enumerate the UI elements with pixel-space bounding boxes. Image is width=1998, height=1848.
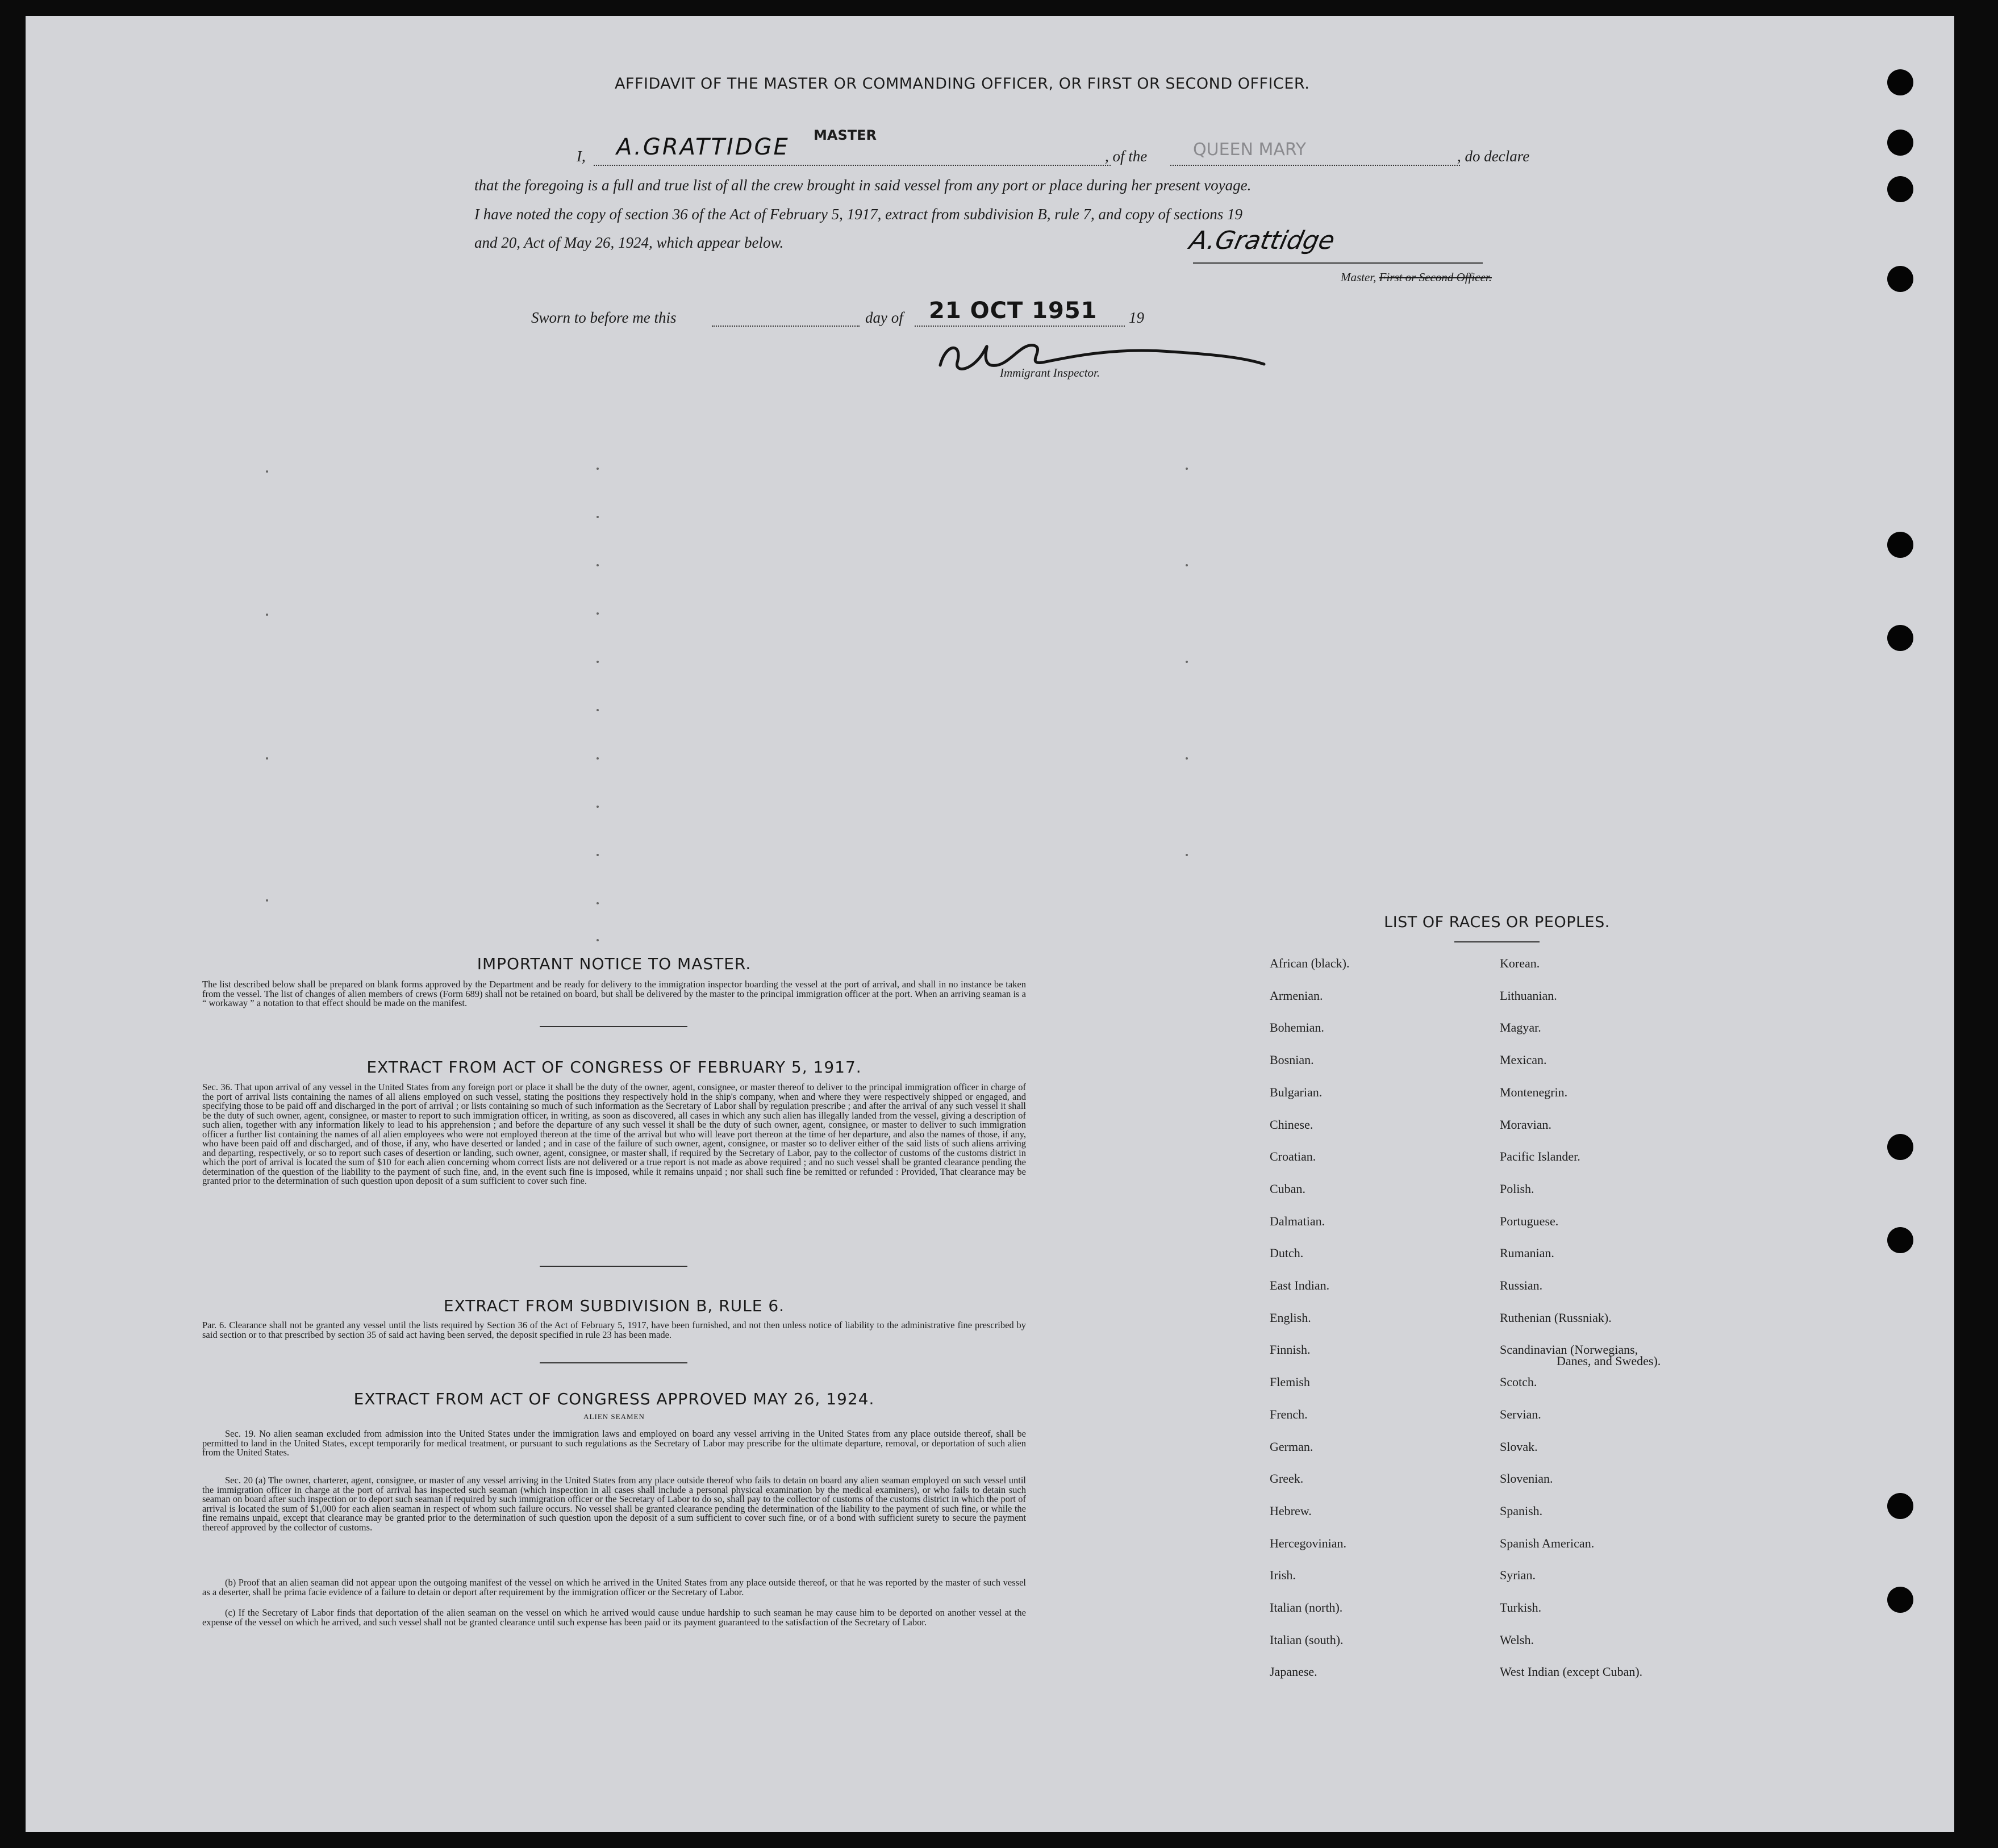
race-left-item: Bulgarian. bbox=[1270, 1084, 1323, 1099]
punch-hole bbox=[1887, 266, 1913, 292]
faint-mark bbox=[266, 470, 268, 473]
extract-1924-subtitle: ALIEN SEAMEN bbox=[583, 1412, 645, 1421]
faint-mark bbox=[597, 806, 599, 808]
divider bbox=[540, 1026, 687, 1027]
punch-hole bbox=[1887, 130, 1913, 156]
notice-title: IMPORTANT NOTICE TO MASTER. bbox=[477, 954, 752, 973]
punch-hole bbox=[1887, 532, 1913, 558]
race-left-item: Japanese. bbox=[1270, 1665, 1317, 1679]
faint-mark bbox=[1186, 564, 1188, 566]
notice-text: The list described below shall be prepared on blank forms approved by the Department and be ready for delivery to the immigration inspector boarding the vessel at the port of arrival, and shall in no instance be taken from the vessel. The list of changes of alien members of crews (Form 689) shall not be retained on board, but shall be delivered by the master to the principal immigration officer at the port. When an arriving seaman is a “ workaway ” a notation to that effect should be made on the manifest. bbox=[202, 979, 1026, 1008]
extract-rule6-text: Par. 6. Clearance shall not be granted any vessel until the lists required by Section 36 of the Act of February 5, 1917, have been furnished, and not then unless notice of liability to the administrative fine prescribed by said section or to that prescribed by section 35 of said act having been served, the deposit specified in rule 23 has been made. bbox=[202, 1320, 1026, 1340]
master-name-line bbox=[594, 165, 1111, 166]
race-scandinavian-continued: Danes, and Swedes). bbox=[1557, 1354, 1661, 1368]
inspector-signature bbox=[923, 331, 1298, 382]
faint-mark bbox=[597, 939, 599, 941]
faint-mark bbox=[1186, 661, 1188, 663]
extract-rule6-title: EXTRACT FROM SUBDIVISION B, RULE 6. bbox=[443, 1296, 785, 1315]
extract-1924-sec20a: Sec. 20 (a) The owner, charterer, agent, consignee, or master of any vessel arriving in the United States from any place outside thereof who fails to detain on board any alien seaman employed on such vessel until the immigration officer in charge at the port of arrival has inspected such seaman (which inspection in all cases shall include a personal physical examination by the medical examiners), or who fails to detain such seaman on board after such inspection or to deport such seaman if required by such immigration officer or the Secretary of Labor to do so, shall pay to the collector of customs of the customs district in which the port of arrival is located the sum of $1,000 for each alien seaman in respect of whom such failure occurs. No vessel shall be granted clearance pending the determination of the liability to the payment of such fine, or while the fine remains unpaid, except that clearance may be granted prior to the determination of such question upon the deposit of a sum sufficient to cover such fine, or of a bond with sufficient surety to secure the payment thereof approved by the collector of customs. bbox=[202, 1475, 1026, 1533]
master-name: A.GRATTIDGE bbox=[616, 134, 790, 160]
faint-mark bbox=[597, 468, 599, 470]
vessel-name-line bbox=[1170, 165, 1460, 166]
race-left-item: Bosnian. bbox=[1270, 1053, 1314, 1067]
race-left-item: Armenian. bbox=[1270, 988, 1323, 1003]
signature-line bbox=[1193, 262, 1483, 264]
divider bbox=[540, 1362, 687, 1363]
race-left-item: Italian (south). bbox=[1270, 1632, 1344, 1647]
faint-mark bbox=[597, 612, 599, 615]
divider bbox=[540, 1266, 687, 1267]
day-of-label: day of bbox=[865, 309, 903, 326]
race-right-item: Scandinavian (Norwegians, bbox=[1500, 1342, 1638, 1357]
punch-hole bbox=[1887, 1493, 1913, 1519]
race-right-item: Slovenian. bbox=[1500, 1471, 1553, 1486]
signature-caption-struck: First or Second Officer. bbox=[1379, 270, 1492, 284]
race-right-item: Syrian. bbox=[1500, 1568, 1536, 1583]
races-title: LIST OF RACES OR PEOPLES. bbox=[1384, 913, 1610, 931]
faint-mark bbox=[266, 757, 268, 760]
race-right-item: Rumanian. bbox=[1500, 1246, 1554, 1261]
faint-mark bbox=[597, 516, 599, 518]
race-right-item: Mexican. bbox=[1500, 1053, 1547, 1067]
faint-mark bbox=[597, 757, 599, 760]
race-left-item: Italian (north). bbox=[1270, 1600, 1343, 1615]
race-right-item: Scotch. bbox=[1500, 1375, 1537, 1390]
race-right-item: Servian. bbox=[1500, 1407, 1541, 1421]
extract-1924-title: EXTRACT FROM ACT OF CONGRESS APPROVED MAY 26, 1924. bbox=[353, 1390, 875, 1408]
intro-i: I, bbox=[577, 148, 586, 165]
race-left-item: Dutch. bbox=[1270, 1246, 1304, 1261]
sworn-date-line bbox=[915, 326, 1125, 327]
faint-mark bbox=[1186, 854, 1188, 856]
race-left-item: Hebrew. bbox=[1270, 1503, 1312, 1518]
master-signature: A.Grattidge bbox=[1187, 226, 1338, 255]
document-page bbox=[26, 16, 1954, 1832]
race-left-item: Chinese. bbox=[1270, 1117, 1313, 1132]
punch-hole bbox=[1887, 1587, 1913, 1613]
faint-mark bbox=[597, 709, 599, 711]
race-right-item: Portuguese. bbox=[1500, 1213, 1559, 1228]
of-the-text: , of the bbox=[1105, 148, 1148, 165]
race-left-item: English. bbox=[1270, 1310, 1311, 1325]
race-left-item: East Indian. bbox=[1270, 1278, 1330, 1292]
inspector-caption: Immigrant Inspector. bbox=[1000, 366, 1100, 379]
affidavit-title: AFFIDAVIT OF THE MASTER OR COMMANDING OFFICER, OR FIRST OR SECOND OFFICER. bbox=[615, 75, 1310, 93]
sworn-day-line bbox=[712, 326, 860, 327]
extract-1917-title: EXTRACT FROM ACT OF CONGRESS OF FEBRUARY 5, 1917. bbox=[366, 1058, 862, 1077]
faint-mark bbox=[597, 661, 599, 663]
race-right-item: Spanish American. bbox=[1500, 1536, 1595, 1550]
affidavit-line-2: that the foregoing is a full and true list of all the crew brought in said vessel from any port or place during her present voyage. bbox=[474, 177, 1252, 194]
race-left-item: Flemish bbox=[1270, 1375, 1310, 1390]
race-right-item: Moravian. bbox=[1500, 1117, 1552, 1132]
race-right-item: Lithuanian. bbox=[1500, 988, 1557, 1003]
punch-hole bbox=[1887, 625, 1913, 651]
punch-hole bbox=[1887, 69, 1913, 95]
affidavit-line-3: I have noted the copy of section 36 of the Act of February 5, 1917, extract from subdivision B, rule 7, and copy of sections 19 bbox=[474, 206, 1242, 223]
race-right-item: Spanish. bbox=[1500, 1503, 1543, 1518]
faint-mark bbox=[266, 614, 268, 616]
race-right-item: Ruthenian (Russniak). bbox=[1500, 1310, 1612, 1325]
race-left-item: French. bbox=[1270, 1407, 1308, 1421]
faint-mark bbox=[1186, 757, 1188, 760]
race-left-item: African (black). bbox=[1270, 956, 1350, 970]
punch-hole bbox=[1887, 1227, 1913, 1253]
extract-1924-sec20b: (b) Proof that an alien seaman did not appear upon the outgoing manifest of the vessel on which he arrived in the United States from any place outside thereof, or that he was reported by the master of such vessel as a deserter, shall be prima facie evidence of a failure to detain or deport after requirement by the immigration officer or the Secretary of Labor. bbox=[202, 1577, 1026, 1597]
race-right-item: Polish. bbox=[1500, 1181, 1534, 1196]
faint-mark bbox=[266, 899, 268, 902]
master-label: MASTER bbox=[814, 127, 877, 143]
sworn-label: Sworn to before me this bbox=[531, 309, 677, 326]
affidavit-line-4: and 20, Act of May 26, 1924, which appear below. bbox=[474, 234, 784, 251]
divider bbox=[1454, 941, 1540, 942]
punch-hole bbox=[1887, 1134, 1913, 1160]
extract-1924-sec19: Sec. 19. No alien seaman excluded from admission into the United States under the immigration laws and employed on board any vessel arriving in the United States from any place outside thereof, shall be permitted to land in the United States, except temporarily for medical treatment, or pursuant to such regulations as the Secretary of Labor may prescribe for the ultimate departure, removal, or deportation of such alien from the United States. bbox=[202, 1428, 1026, 1458]
race-right-item: Pacific Islander. bbox=[1500, 1149, 1580, 1164]
faint-mark bbox=[597, 564, 599, 566]
race-right-item: Slovak. bbox=[1500, 1439, 1538, 1454]
race-right-item: Welsh. bbox=[1500, 1632, 1534, 1647]
race-left-item: Hercegovinian. bbox=[1270, 1536, 1346, 1550]
race-right-item: Magyar. bbox=[1500, 1020, 1541, 1035]
race-right-item: Montenegrin. bbox=[1500, 1084, 1568, 1099]
faint-mark bbox=[597, 854, 599, 856]
extract-1917-text: Sec. 36. That upon arrival of any vessel in the United States from any foreign port or place it shall be the duty of the owner, agent, consignee, or master thereof to deliver to the principal immigration officer in charge of the port of arrival lists containing the names of all aliens employed on such vessel, stating the positions they respectively hold in the ship's company, when and where they were respectively shipped or engaged, and specifying those to be paid off and discharged in the port of arrival ; or lists containing so much of such information as the Secretary of Labor shall by regulation prescribe ; and after the arrival of any such vessel it shall be the duty of such owner, agent, consignee, or master to report to such immigration officer, in writing, as soon as discovered, all cases in which any such alien has illegally landed from the vessel, giving a description of such alien, together with any information likely to lead to his apprehension ; and before the departure of any such vessel it shall be the duty of such owner, agent, consignee, or master to deliver to such immigration officer a further list containing the names of all alien employees who were not employed thereon at the time of the arrival but who will leave port thereon at the time of her departure, and also the names of those, if any, who have been paid off and discharged, and of those, if any, who have deserted or landed ; and in case of the failure of such owner, agent, consignee, or master so to deliver either of the said lists of such aliens arriving and departing, respectively, or so to report such cases of desertion or landing, such owner, agent, consignee, or master shall, if required by the Secretary of Labor, pay to the collector of customs of the customs district in which the port of arrival is located the sum of $10 for each alien concerning whom correct lists are not delivered or a true report is not made as above required ; and no such vessel shall be granted clearance pending the determination of the question of the liability to the payment of such fine, and, in the event such fine is imposed, while it remains unpaid ; nor shall such fine be remitted or refunded : Provided, That clearance may be granted prior to the determination of such question upon deposit of a sum sufficient to cover such fine. bbox=[202, 1082, 1026, 1186]
race-left-item: Bohemian. bbox=[1270, 1020, 1324, 1035]
race-right-item: Turkish. bbox=[1500, 1600, 1542, 1615]
faint-mark bbox=[597, 902, 599, 904]
race-left-item: Irish. bbox=[1270, 1568, 1296, 1583]
signature-caption-master: Master, bbox=[1341, 270, 1377, 284]
sworn-date-stamp: 21 OCT 1951 bbox=[929, 298, 1098, 324]
race-left-item: German. bbox=[1270, 1439, 1313, 1454]
signature-caption bbox=[1341, 270, 1492, 285]
race-left-item: Greek. bbox=[1270, 1471, 1304, 1486]
extract-1924-sec20c: (c) If the Secretary of Labor finds that deportation of the alien seaman on the vessel on which he arrived would cause undue hardship to such seaman he may cause him to be deported on another vessel at the expense of the vessel on which he arrived, and such vessel shall not be granted clearance until such expense has been paid or its payment guaranteed to the satisfaction of the Secretary of Labor. bbox=[202, 1607, 1026, 1628]
faint-mark bbox=[1186, 468, 1188, 470]
race-right-item: West Indian (except Cuban). bbox=[1500, 1665, 1643, 1679]
race-left-item: Cuban. bbox=[1270, 1181, 1305, 1196]
race-left-item: Croatian. bbox=[1270, 1149, 1316, 1164]
race-left-item: Dalmatian. bbox=[1270, 1213, 1325, 1228]
vessel-name: QUEEN MARY bbox=[1193, 140, 1307, 160]
punch-hole bbox=[1887, 176, 1913, 202]
do-declare-text: , do declare bbox=[1457, 148, 1530, 165]
race-left-item: Finnish. bbox=[1270, 1342, 1311, 1357]
year-prefix: 19 bbox=[1129, 309, 1144, 326]
race-right-item: Russian. bbox=[1500, 1278, 1543, 1292]
race-right-item: Korean. bbox=[1500, 956, 1540, 970]
